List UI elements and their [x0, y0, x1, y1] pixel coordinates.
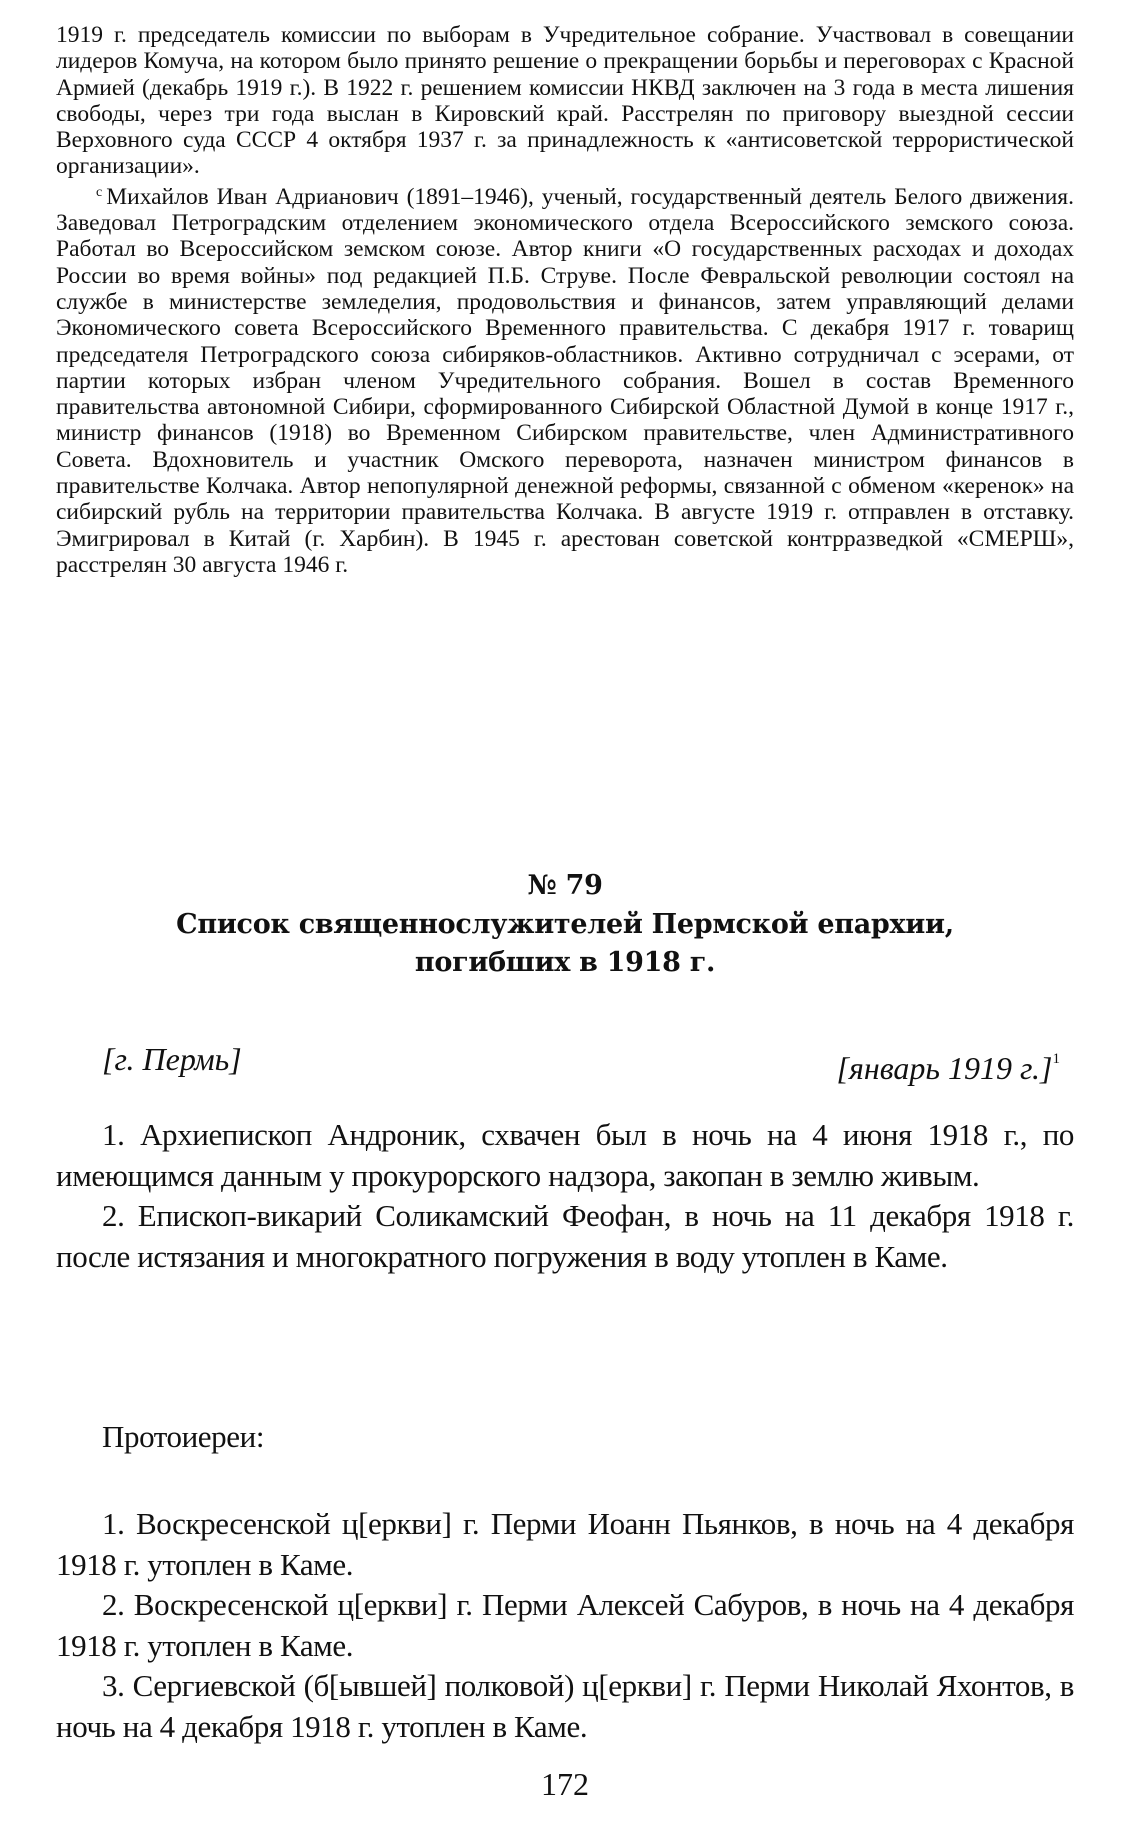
footnotes-section — [56, 22, 1074, 578]
document-date-note-mark: 1 — [1052, 1051, 1060, 1067]
document-date — [837, 1039, 1060, 1088]
list-item: 3. Сергиевской (б[ывшей] полковой) ц[еркви] г. Перми Николай Яхонтов, в ночь на 4 декабря 1918 г. утоплен в Каме. — [56, 1668, 1074, 1744]
document-place: [г. Пермь] — [102, 1041, 242, 1077]
book-page — [56, 22, 1074, 1802]
list-item: 1. Архиепископ Андроник, схвачен был в ночь на 4 июня 1918 г., по имеющимся данным у прокурорского надзора, закопан в землю живым. — [56, 1117, 1074, 1193]
archpriests-list — [56, 1504, 1074, 1747]
list-item: 2. Епископ-викарий Соликамский Феофан, в ночь на 11 декабря 1918 г. после истязания и многократного погружения в воду утоплен в Каме. — [56, 1198, 1074, 1274]
list-item: 1. Воскресенской ц[еркви] г. Перми Иоанн Пьянков, в ночь на 4 декабря 1918 г. утоплен в Каме. — [56, 1506, 1074, 1582]
document-title-line-2: погибших в 1918 г. — [414, 947, 716, 978]
footnote-mark: с — [96, 184, 103, 200]
bishops-list — [56, 1115, 1074, 1277]
section-heading-block — [56, 1417, 1074, 1458]
document-title-line-1: Список священнослужителей Пермской епархии, — [176, 909, 954, 940]
document-number: № 79 — [527, 870, 603, 901]
footnote-c-text: Михайлов Иван Адрианович (1891–1946), ученый, государственный деятель Белого движения. Заведовал Петроградским отделением экономического отдела Всероссийского земского союза. Работал во Всероссийском земском союзе. Автор книги «О государственных расходах и доходах России во время войны» под редакцией П.Б. Струве. После Февральской революции состоял на службе в министерстве земледелия, продовольствия и финансов, затем управляющий делами Экономического совета Всероссийского Временного правительства. С декабря 1917 г. товарищ председателя Петроградского союза сибиряков-областников. Активно сотрудничал с эсерами, от партии которых избран членом Учредительного собрания. Вошел в состав Временного правительства автономной Сибири, сформированного Сибирской Областной Думой в конце 1917 г., министр финансов (1918) во Временном Сибирском правительстве, член Административного Совета. Вдохновитель и участник Омского переворота, назначен министром финансов в правительстве Колчака. Автор непопулярной денежной реформы, связанной с обменом «керенок» на сибирский рубль на территории правительства Колчака. В августе 1919 г. отправлен в отставку. Эмигрировал в Китай (г. Харбин). В 1945 г. арестован советской контрразведкой «СМЕРШ», расстрелян 30 августа 1946 г. — [56, 183, 1074, 578]
document-date-text: [январь 1919 г.] — [836, 1050, 1053, 1086]
page-number: 172 — [541, 1766, 589, 1802]
document-title — [56, 906, 1074, 982]
list-item: 2. Воскресенской ц[еркви] г. Перми Алексей Сабуров, в ночь на 4 декабря 1918 г. утоплен в Каме. — [56, 1587, 1074, 1663]
footnote-c — [56, 180, 1074, 578]
section-heading: Протоиереи: — [102, 1419, 265, 1454]
footnote-continued: 1919 г. председатель комиссии по выборам в Учредительное собрание. Участвовал в совещании лидеров Комуча, на котором было принято решение о прекращении борьбы и переговорах с Красной Армией (декабрь 1919 г.). В 1922 г. решением комиссии НКВД заключен на 3 года в места лишения свободы, через три года выслан в Кировский край. Расстрелян по приговору выездной сессии Верховного суда СССР 4 октября 1937 г. за принадлежность к «антисоветской террористической организации». — [56, 22, 1074, 180]
